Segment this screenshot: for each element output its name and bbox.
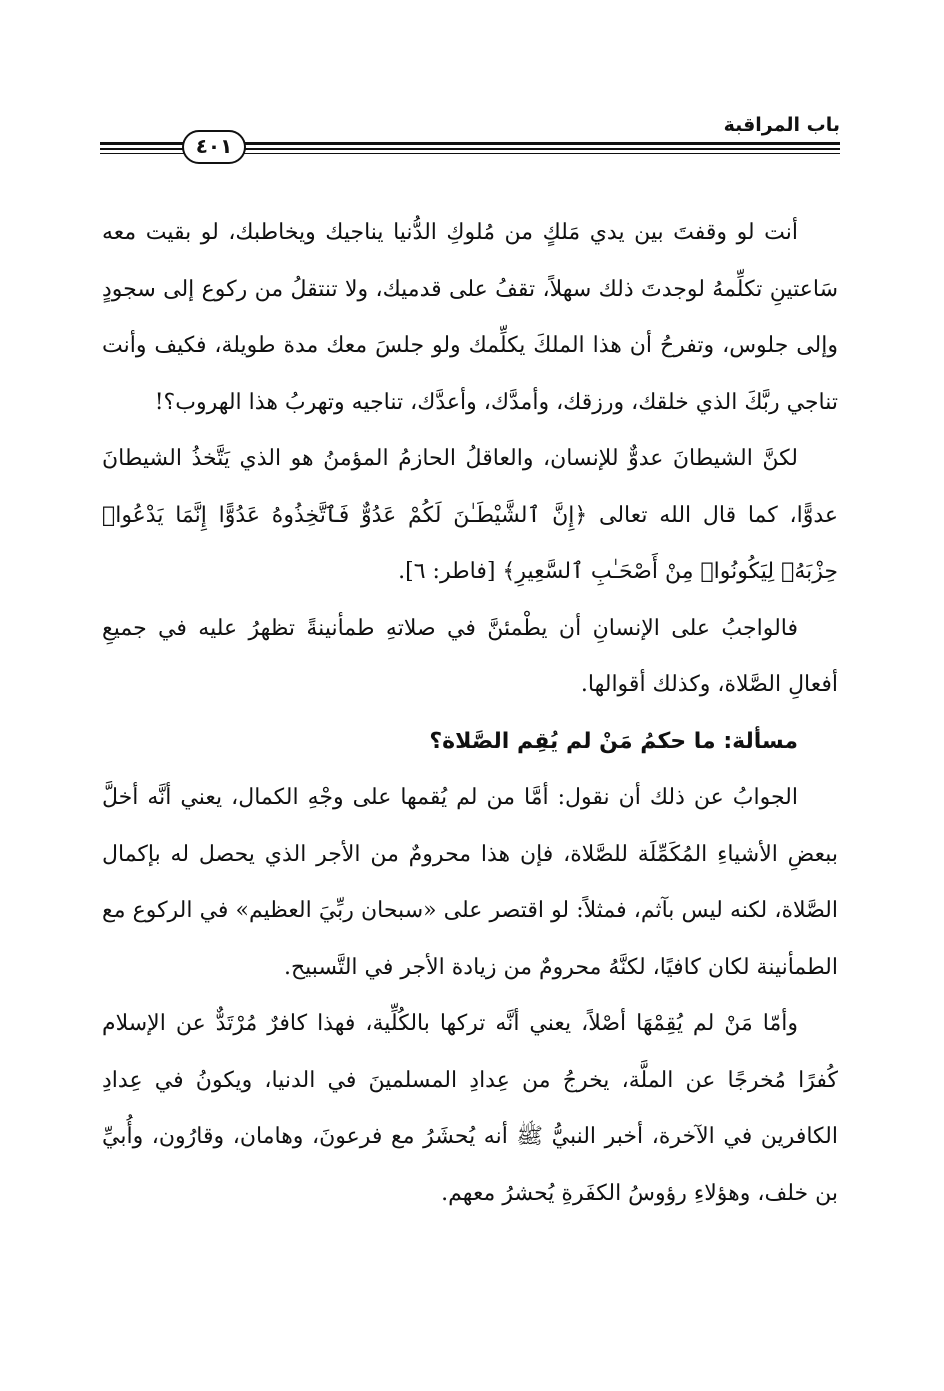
verse-citation: [فاطر: ٦]. [398,559,503,584]
paragraph-5: وأمّا مَنْ لم يُقِمْهَا أصْلاً، يعني أنَّه تركها بالكُلِّية، فهذا كافرٌ مُرْتَدٌّ عن الإسلام كُفرًا مُخرجًا عن الملَّة، يخرجُ من عِدادِ المسلمينَ في الدنيا، ويكونُ في عِدادِ الكافرين في الآخرة، أخبر النبيُّ ﷺ أنه يُحشَرُ مع فرعونَ، وهامان، وقارُون، وأُبيِّ بن خلف، وهؤلاءِ رؤوسُ الكفَرةِ يُحشرُ معهم. [102,1011,838,1206]
paragraph-3: فالواجبُ على الإنسانِ أن يطْمئنَّ في صلاتهِ طمأنينةً تظهرُ عليه في جميعِ أفعالِ الصَّلاة، وكذلك أقوالها. [102,615,838,697]
paragraph-1: أنت لو وقفتَ بين يدي مَلكٍ من مُلوكِ الدُّنيا يناجيك ويخاطبك، لو بقيت معه سَاعتينِ تكلِّمهُ لوجدتَ ذلك سهلاً، تقفُ على قدميك، ولا تنتقلُ من ركوع إلى سجودٍ وإلى جلوس، وتفرحُ أن هذا الملكَ يكلِّمك ولو جلسَ معك مدة طويلة، فكيف وأنت تناجي ربَّكَ الذي خلقك، ورزقك، وأمدَّك، وأعدَّك، تناجيه وتهربُ هذا الهروب؟! [102,220,838,415]
page-header [100,108,840,168]
page-body [102,205,838,1222]
paragraph-4: الجوابُ عن ذلك أن نقول: أمَّا من لم يُقمها على وجْهِ الكمال، يعني أنَّه أخلَّ ببعضِ الأشياءِ المُكَمِّلَة للصَّلاة، فإن هذا محرومٌ من الأجر الذي يحصل له بإكمال الصَّلاة، لكنه ليس بآثم، فمثلاً: لو اقتصر على «سبحان ربِّيَ العظيم» في الركوع مع الطمأنينة لكان كافيًا، لكنَّهُ محرومٌ من زيادة الأجر في التَّسبيح. [102,785,838,980]
page-number-badge: ٤٠١ [182,130,246,164]
paragraph-2-text: لكنَّ الشيطانَ عدوٌّ للإنسان، والعاقلُ الحازمُ المؤمنُ هو الذي يَتَّخذُ الشيطانَ عدوًّا، كما قال الله تعالى [102,446,838,528]
paragraph-2 [102,431,838,601]
chapter-title: باب المراقبة [723,114,840,136]
question-heading: مسألة: ما حكمُ مَنْ لم يُقِم الصَّلاة؟ [429,728,798,754]
quran-verse: ﴿إِنَّ ٱلشَّيْطَـٰنَ لَكُمْ عَدُوٌّ فَٱتَّخِذُوهُ عَدُوًّا إِنَّمَا يَدْعُوا۟ حِزْبَهُۥ لِيَكُونُوا۟ مِنْ أَصْحَـٰبِ ٱلسَّعِيرِ﴾ [102,502,838,584]
